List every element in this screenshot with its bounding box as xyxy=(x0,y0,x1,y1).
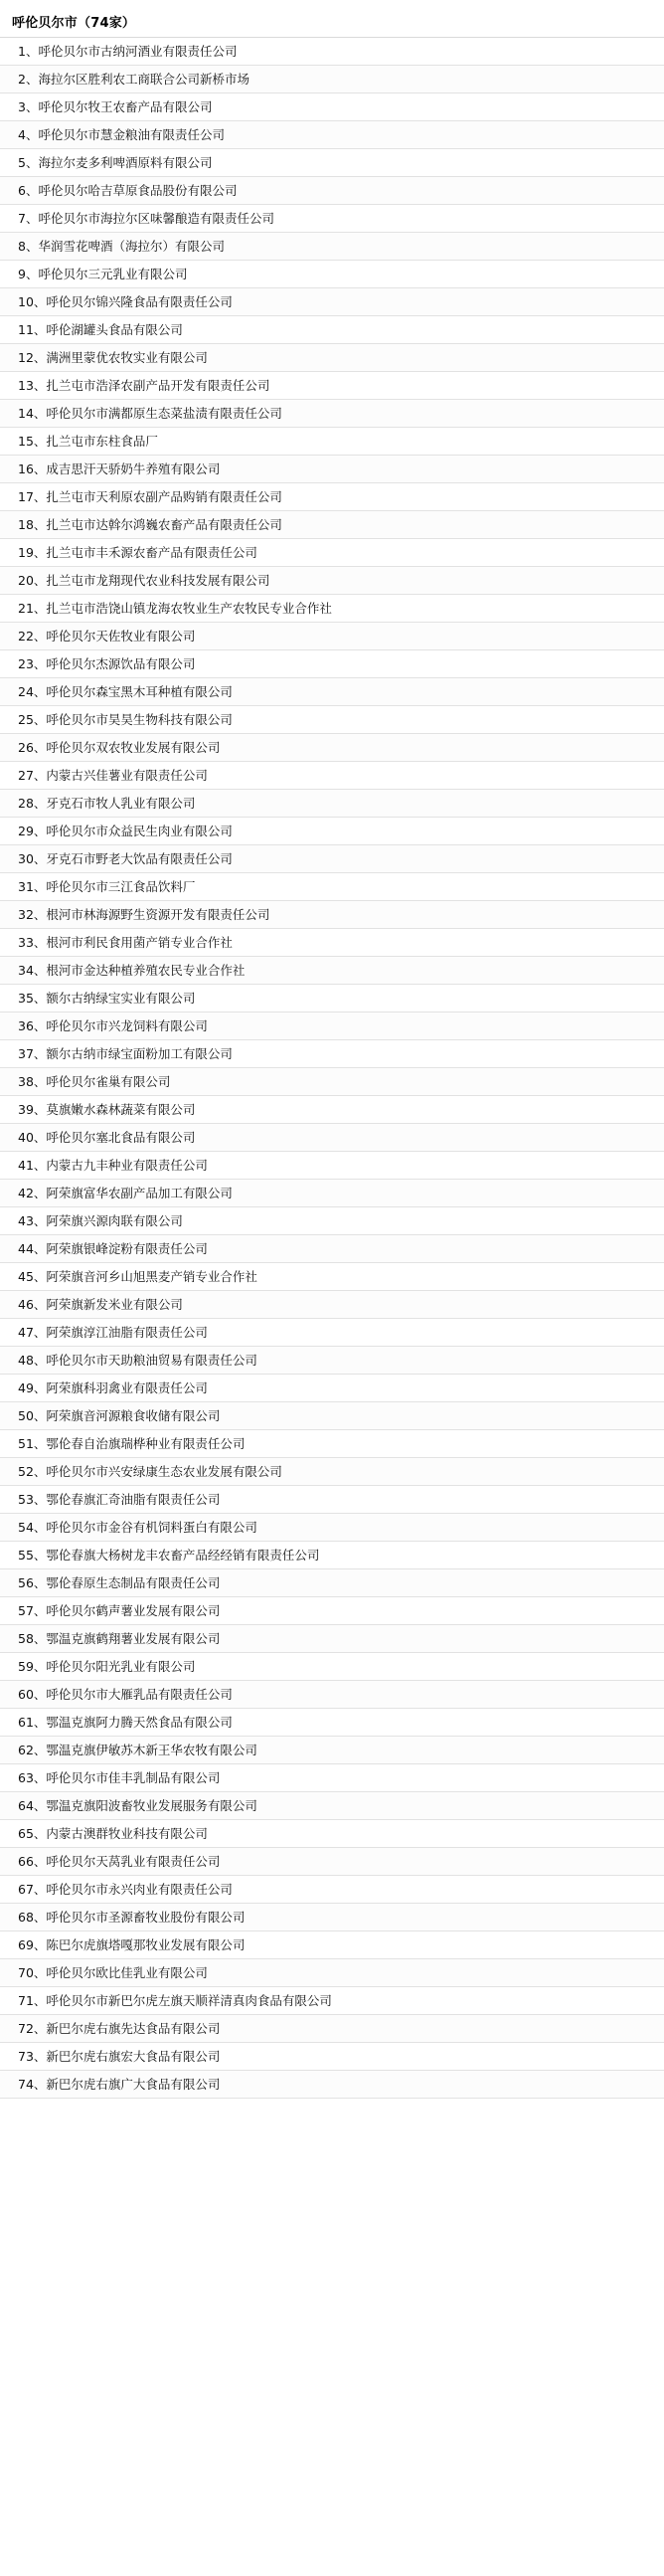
list-item: 27、内蒙古兴佳薯业有限责任公司 xyxy=(0,762,664,790)
list-item: 53、鄂伦春旗汇奇油脂有限责任公司 xyxy=(0,1486,664,1514)
list-item: 49、阿荣旗科羽禽业有限责任公司 xyxy=(0,1375,664,1402)
list-item: 51、鄂伦春自治旗瑞桦种业有限责任公司 xyxy=(0,1430,664,1458)
list-item: 37、额尔古纳市绿宝面粉加工有限公司 xyxy=(0,1040,664,1068)
list-item: 56、鄂伦春原生态制品有限责任公司 xyxy=(0,1569,664,1597)
list-item: 5、海拉尔麦多利啤酒原料有限公司 xyxy=(0,149,664,177)
list-item: 11、呼伦湖罐头食品有限公司 xyxy=(0,316,664,344)
list-item: 18、扎兰屯市达斡尔鸿巍农畜产品有限责任公司 xyxy=(0,511,664,539)
list-item: 39、莫旗嫩水森林蔬菜有限公司 xyxy=(0,1096,664,1124)
list-item: 25、呼伦贝尔市昊昊生物科技有限公司 xyxy=(0,706,664,734)
list-item: 69、陈巴尔虎旗塔嘎那牧业发展有限公司 xyxy=(0,1932,664,1959)
list-item: 33、根河市利民食用菌产销专业合作社 xyxy=(0,929,664,957)
list-item: 60、呼伦贝尔市大雁乳品有限责任公司 xyxy=(0,1681,664,1709)
list-item: 23、呼伦贝尔杰源饮品有限公司 xyxy=(0,650,664,678)
list-item: 38、呼伦贝尔雀巢有限公司 xyxy=(0,1068,664,1096)
list-item: 2、海拉尔区胜利农工商联合公司新桥市场 xyxy=(0,66,664,93)
list-item: 14、呼伦贝尔市满都原生态菜盐渍有限责任公司 xyxy=(0,400,664,428)
list-item: 35、额尔古纳绿宝实业有限公司 xyxy=(0,985,664,1012)
list-item: 13、扎兰屯市浩泽农副产品开发有限责任公司 xyxy=(0,372,664,400)
list-item: 34、根河市金达种植养殖农民专业合作社 xyxy=(0,957,664,985)
list-item: 9、呼伦贝尔三元乳业有限公司 xyxy=(0,261,664,288)
list-item: 16、成吉思汗天骄奶牛养殖有限公司 xyxy=(0,456,664,483)
list-item: 57、呼伦贝尔鹤声薯业发展有限公司 xyxy=(0,1597,664,1625)
list-item: 68、呼伦贝尔市圣源畜牧业股份有限公司 xyxy=(0,1904,664,1932)
list-item: 22、呼伦贝尔天佐牧业有限公司 xyxy=(0,623,664,650)
list-item: 70、呼伦贝尔欧比佳乳业有限公司 xyxy=(0,1959,664,1987)
list-item: 12、满洲里蒙优农牧实业有限公司 xyxy=(0,344,664,372)
list-item: 47、阿荣旗淳江油脂有限责任公司 xyxy=(0,1319,664,1347)
list-item: 4、呼伦贝尔市慧金粮油有限责任公司 xyxy=(0,121,664,149)
list-item: 43、阿荣旗兴源肉联有限公司 xyxy=(0,1207,664,1235)
list-item: 50、阿荣旗音河源粮食收储有限公司 xyxy=(0,1402,664,1430)
list-item: 44、阿荣旗银峰淀粉有限责任公司 xyxy=(0,1235,664,1263)
list-item: 7、呼伦贝尔市海拉尔区味馨酿造有限责任公司 xyxy=(0,205,664,233)
list-item: 42、阿荣旗富华农副产品加工有限公司 xyxy=(0,1180,664,1207)
list-item: 3、呼伦贝尔牧王农畜产品有限公司 xyxy=(0,93,664,121)
page-title: 呼伦贝尔市（74家） xyxy=(12,16,136,31)
list-item: 30、牙克石市野老大饮品有限责任公司 xyxy=(0,845,664,873)
list-item: 46、阿荣旗新发米业有限公司 xyxy=(0,1291,664,1319)
list-item: 48、呼伦贝尔市天助粮油贸易有限责任公司 xyxy=(0,1347,664,1375)
list-item: 61、鄂温克旗阿力腾天然食品有限公司 xyxy=(0,1709,664,1737)
list-item: 59、呼伦贝尔阳光乳业有限公司 xyxy=(0,1653,664,1681)
list-item: 10、呼伦贝尔锦兴隆食品有限责任公司 xyxy=(0,288,664,316)
company-list xyxy=(0,37,664,2099)
list-item: 6、呼伦贝尔哈吉草原食品股份有限公司 xyxy=(0,177,664,205)
list-item: 32、根河市林海源野生资源开发有限责任公司 xyxy=(0,901,664,929)
list-item: 65、内蒙古澳群牧业科技有限公司 xyxy=(0,1820,664,1848)
list-item: 29、呼伦贝尔市众益民生肉业有限公司 xyxy=(0,818,664,845)
list-item: 24、呼伦贝尔森宝黑木耳种植有限公司 xyxy=(0,678,664,706)
list-item: 52、呼伦贝尔市兴安绿康生态农业发展有限公司 xyxy=(0,1458,664,1486)
list-item: 72、新巴尔虎右旗先达食品有限公司 xyxy=(0,2015,664,2043)
list-item: 36、呼伦贝尔市兴龙饲料有限公司 xyxy=(0,1012,664,1040)
list-item: 26、呼伦贝尔双农牧业发展有限公司 xyxy=(0,734,664,762)
list-item: 74、新巴尔虎右旗广大食品有限公司 xyxy=(0,2071,664,2099)
list-item: 71、呼伦贝尔市新巴尔虎左旗天顺祥清真肉食品有限公司 xyxy=(0,1987,664,2015)
list-item: 20、扎兰屯市龙翔现代农业科技发展有限公司 xyxy=(0,567,664,595)
list-item: 45、阿荣旗音河乡山旭黑麦产销专业合作社 xyxy=(0,1263,664,1291)
list-item: 21、扎兰屯市浩饶山镇龙海农牧业生产农牧民专业合作社 xyxy=(0,595,664,623)
list-item: 73、新巴尔虎右旗宏大食品有限公司 xyxy=(0,2043,664,2071)
list-item: 8、华润雪花啤酒（海拉尔）有限公司 xyxy=(0,233,664,261)
list-item: 67、呼伦贝尔市永兴肉业有限责任公司 xyxy=(0,1876,664,1904)
list-item: 31、呼伦贝尔市三江食品饮料厂 xyxy=(0,873,664,901)
list-item: 63、呼伦贝尔市佳丰乳制品有限公司 xyxy=(0,1764,664,1792)
list-item: 58、鄂温克旗鹤翔薯业发展有限公司 xyxy=(0,1625,664,1653)
list-item: 64、鄂温克旗阳波畜牧业发展服务有限公司 xyxy=(0,1792,664,1820)
list-item: 28、牙克石市牧人乳业有限公司 xyxy=(0,790,664,818)
list-item: 15、扎兰屯市东柱食品厂 xyxy=(0,428,664,456)
list-item: 66、呼伦贝尔天莴乳业有限责任公司 xyxy=(0,1848,664,1876)
list-item: 19、扎兰屯市丰禾源农畜产品有限责任公司 xyxy=(0,539,664,567)
list-item: 1、呼伦贝尔市古纳河酒业有限责任公司 xyxy=(0,38,664,66)
list-item: 40、呼伦贝尔塞北食品有限公司 xyxy=(0,1124,664,1152)
list-item: 54、呼伦贝尔市金谷有机饲料蛋白有限公司 xyxy=(0,1514,664,1542)
list-item: 17、扎兰屯市天利原农副产品购销有限责任公司 xyxy=(0,483,664,511)
list-item: 62、鄂温克旗伊敏苏木新王华农牧有限公司 xyxy=(0,1737,664,1764)
list-item: 41、内蒙古九丰种业有限责任公司 xyxy=(0,1152,664,1180)
list-item: 55、鄂伦春旗大杨树龙丰农畜产品经经销有限责任公司 xyxy=(0,1542,664,1569)
